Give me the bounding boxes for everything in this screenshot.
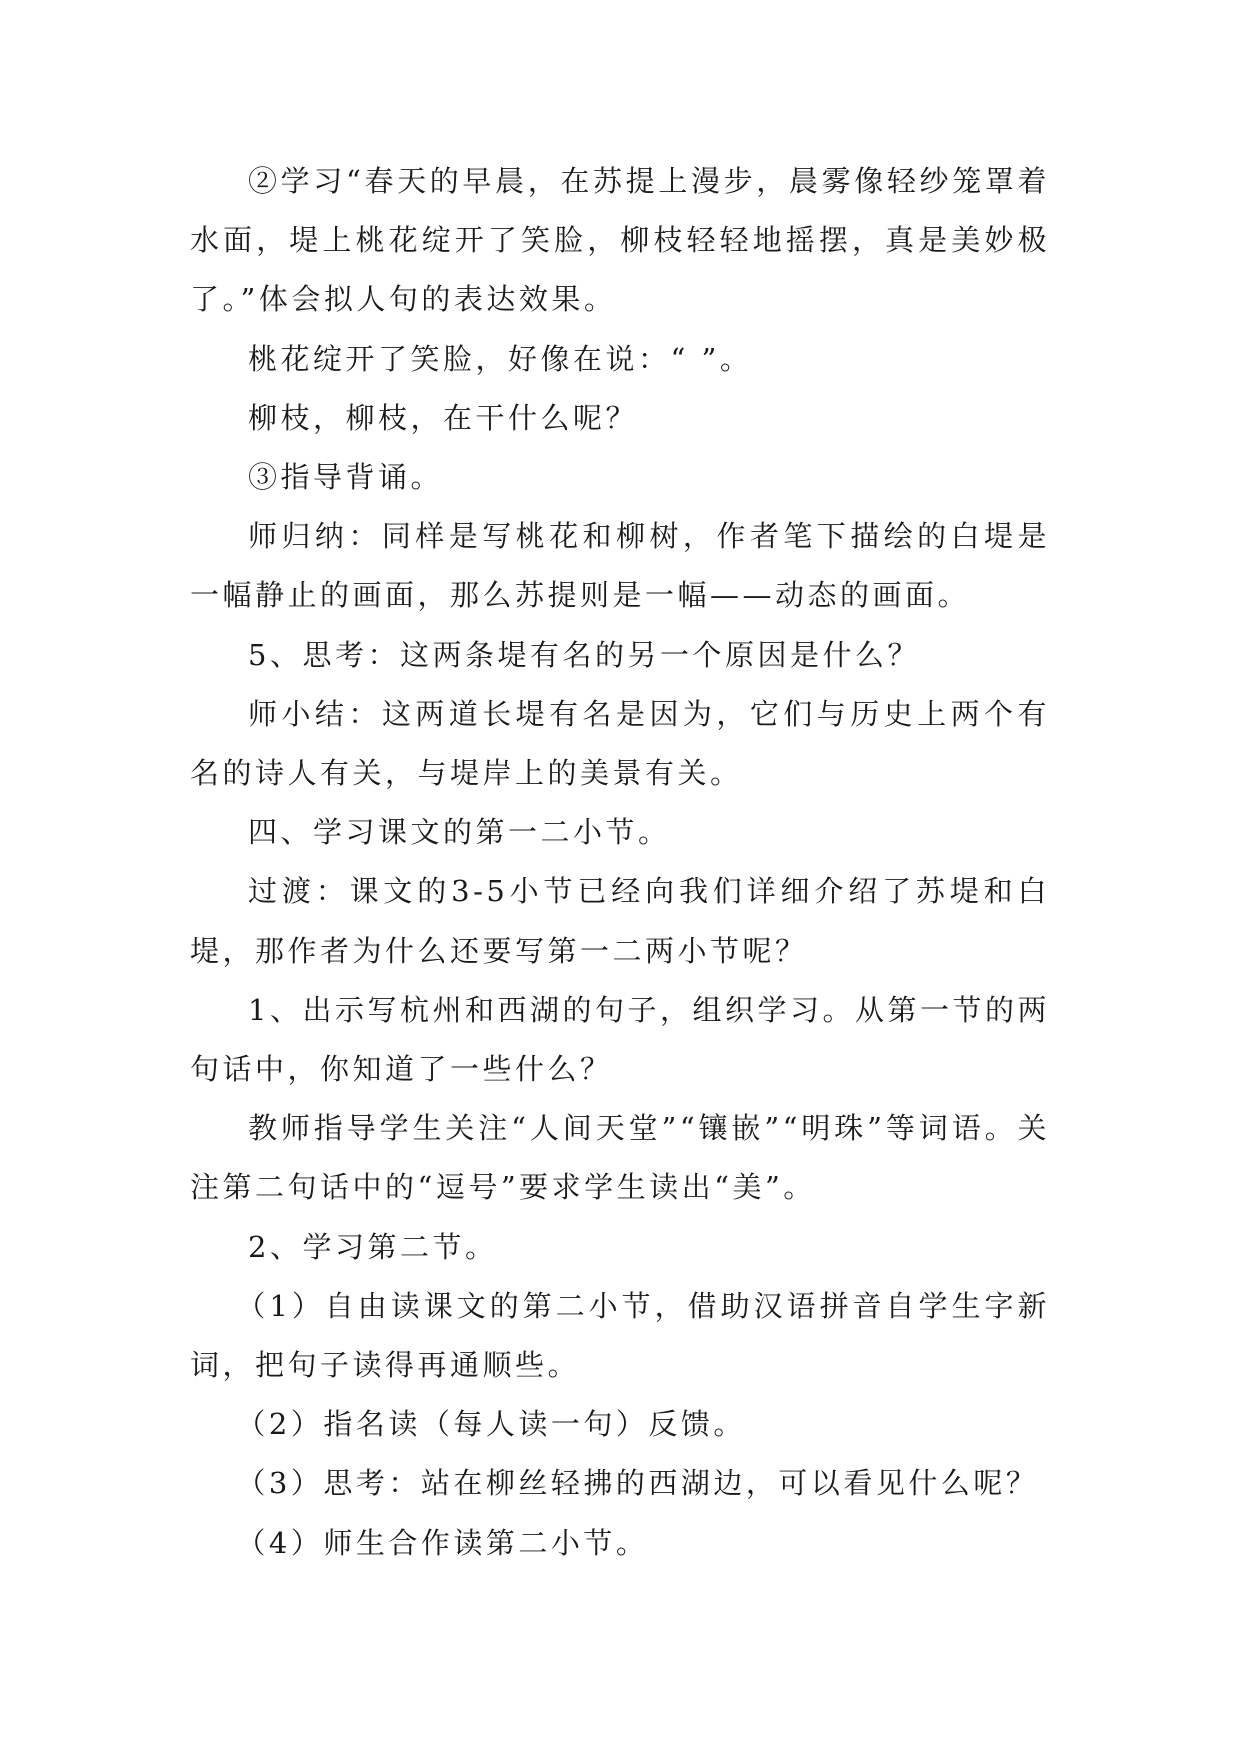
paragraph-peach-blossom: 桃花绽开了笑脸，好像在说：“ ”。 xyxy=(248,341,753,376)
paragraph-teacher-conclusion: 师小结：这两道长堤有名是因为，它们与历史上两个有名的诗人有关，与堤岸上的美景有关。 xyxy=(190,696,1050,791)
paragraph-willow: 柳枝，柳枝，在干什么呢？ xyxy=(248,400,639,435)
paragraph-recite: ③指导背诵。 xyxy=(248,460,444,495)
paragraph-sub-1: （1）自由读课文的第二小节，借助汉语拼音自学生字新词，把句子读得再通顺些。 xyxy=(190,1288,1050,1383)
paragraph-section-four: 四、学习课文的第一二小节。 xyxy=(248,815,671,850)
paragraph-study-sentence: ②学习“春天的早晨，在苏提上漫步，晨雾像轻纱笼罩着水面，堤上桃花绽开了笑脸，柳枝轻轻地摇摆，真是美妙极了。”体会拟人句的表达效果。 xyxy=(190,164,1050,317)
paragraph-transition: 过渡：课文的3-5小节已经向我们详细介绍了苏堤和白堤，那作者为什么还要写第一二两小节呢？ xyxy=(190,874,1050,968)
paragraph-sub-2: （2）指名读（每人读一句）反馈。 xyxy=(236,1407,746,1442)
paragraph-teacher-summary: 师归纳：同样是写桃花和柳树，作者笔下描绘的白堤是一幅静止的画面，那么苏提则是一幅——动态的画面。 xyxy=(190,519,1050,613)
document-body xyxy=(190,152,1050,1573)
paragraph-sub-3: （3）思考：站在柳丝轻拂的西湖边，可以看见什么呢？ xyxy=(236,1466,1039,1501)
paragraph-sub-4: （4）师生合作读第二小节。 xyxy=(236,1525,649,1560)
paragraph-step-2: 2、学习第二节。 xyxy=(248,1229,498,1264)
paragraph-step-1: 1、出示写杭州和西湖的句子，组织学习。从第一节的两句话中，你知道了一些什么？ xyxy=(190,992,1050,1087)
paragraph-teacher-guide: 教师指导学生关注“人间天堂”“镶嵌”“明珠”等词语。关注第二句话中的“逗号”要求学生读出“美”。 xyxy=(190,1111,1050,1205)
paragraph-think-5: 5、思考：这两条堤有名的另一个原因是什么？ xyxy=(248,637,920,672)
